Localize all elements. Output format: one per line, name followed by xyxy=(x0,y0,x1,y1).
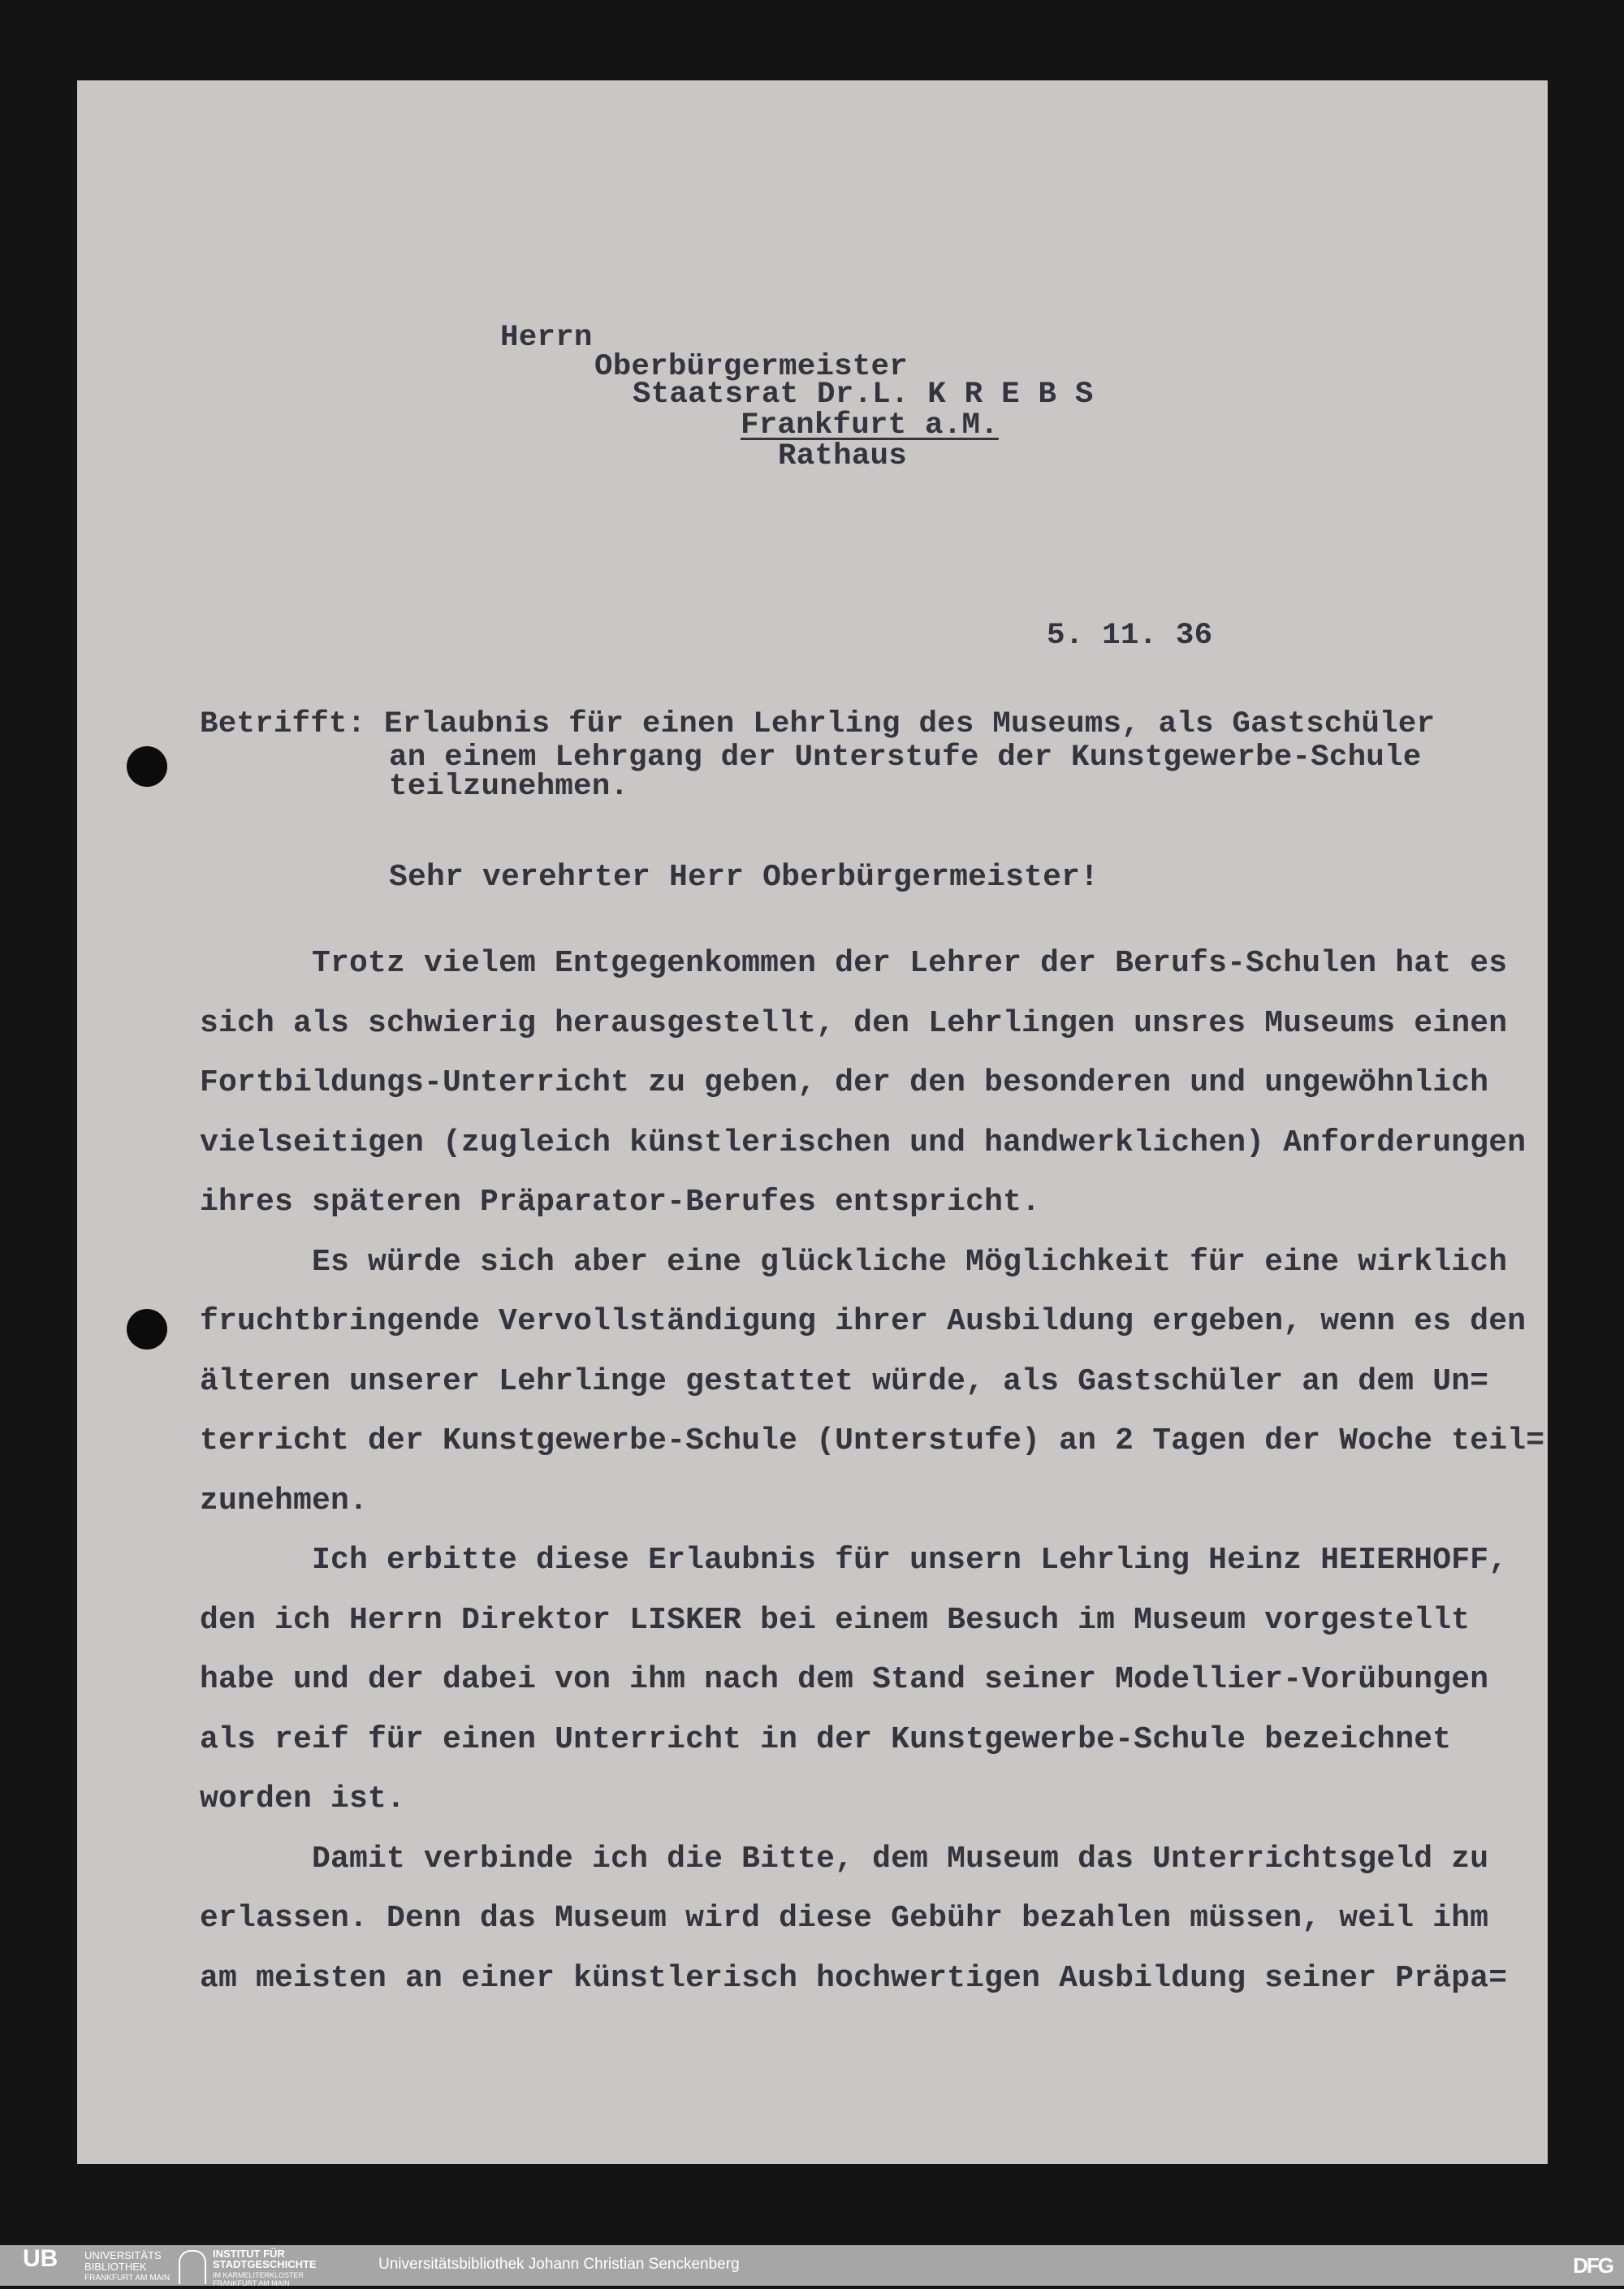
body-line: worden ist. xyxy=(200,1782,406,1816)
body-line: terricht der Kunstgewerbe-Schule (Unterstufe) an 2 Tagen der Woche teil= xyxy=(200,1423,1545,1458)
body-line: älteren unserer Lehrlinge gestattet würde, als Gastschüler an dem Un= xyxy=(200,1363,1489,1399)
body-line: erlassen. Denn das Museum wird diese Gebühr bezahlen müssen, weil ihm xyxy=(200,1901,1489,1936)
address-line: Frankfurt a.M. xyxy=(741,408,999,443)
salutation: Sehr verehrter Herr Oberbürgermeister! xyxy=(389,860,1099,895)
isg-logo-text: INSTITUT FÜR xyxy=(213,2248,285,2260)
arch-icon xyxy=(179,2250,206,2284)
punch-hole xyxy=(127,1309,167,1350)
ub-logo-text: UB xyxy=(23,2245,58,2272)
dfg-logo: DFG xyxy=(1573,2253,1613,2278)
body-line: als reif für einen Unterricht in der Kunstgewerbe-Schule bezeichnet xyxy=(200,1721,1452,1757)
body-line: am meisten an einer künstlerisch hochwertigen Ausbildung seiner Präpa= xyxy=(200,1960,1508,1996)
body-line: ihres späteren Präparator-Berufes entspricht. xyxy=(200,1185,1041,1220)
ub-logo-text: UNIVERSITÄTS xyxy=(84,2249,162,2261)
body-line: Fortbildungs-Unterricht zu geben, der den besonderen und ungewöhnlich xyxy=(200,1065,1489,1100)
isg-logo-text: STADTGESCHICHTE xyxy=(213,2258,317,2270)
body-line: habe und der dabei von ihm nach dem Stand seiner Modellier-Vorübungen xyxy=(200,1662,1489,1697)
address-line: Staatsrat Dr.L. K R E B S xyxy=(633,378,1094,412)
ub-logo-text: BIBLIOTHEK xyxy=(84,2261,147,2273)
subject-line: an einem Lehrgang der Unterstufe der Kunstgewerbe-Schule xyxy=(389,741,1422,775)
body-line: sich als schwierig herausgestellt, den Lehrlingen unsres Museums einen xyxy=(200,1005,1508,1041)
subject-line: Betrifft: Erlaubnis für einen Lehrling des Museums, als Gastschüler xyxy=(200,707,1436,741)
library-name: Universitätsbibliothek Johann Christian Senckenberg xyxy=(378,2256,740,2273)
body-line: Ich erbitte diese Erlaubnis für unsern Lehrling Heinz HEIERHOFF, xyxy=(312,1543,1508,1578)
isg-logo-text: IM KARMELITERKLOSTER xyxy=(213,2271,304,2279)
subject-line: teilzunehmen. xyxy=(389,770,629,804)
body-line: Damit verbinde ich die Bitte, dem Museum das Unterrichtsgeld zu xyxy=(312,1841,1489,1877)
address-line: Oberbürgermeister xyxy=(594,350,908,384)
letter-date: 5. 11. 36 xyxy=(1047,619,1213,653)
address-line: Rathaus xyxy=(778,439,907,473)
body-line: fruchtbringende Vervollständigung ihrer Ausbildung ergeben, wenn es den xyxy=(200,1304,1527,1339)
footer-bar xyxy=(0,2245,1624,2286)
body-line: Es würde sich aber eine glückliche Möglichkeit für eine wirklich xyxy=(312,1244,1508,1280)
punch-hole xyxy=(127,746,167,787)
ub-logo-text: FRANKFURT AM MAIN xyxy=(84,2274,171,2283)
isg-logo-text: FRANKFURT AM MAIN xyxy=(213,2279,290,2287)
body-line: vielseitigen (zugleich künstlerischen und handwerklichen) Anforderungen xyxy=(200,1125,1527,1160)
body-line: den ich Herrn Direktor LISKER bei einem Besuch im Museum vorgestellt xyxy=(200,1602,1471,1638)
body-line: Trotz vielem Entgegenkommen der Lehrer der Berufs-Schulen hat es xyxy=(312,946,1508,981)
body-line: zunehmen. xyxy=(200,1483,369,1518)
address-line: Herrn xyxy=(500,321,593,355)
